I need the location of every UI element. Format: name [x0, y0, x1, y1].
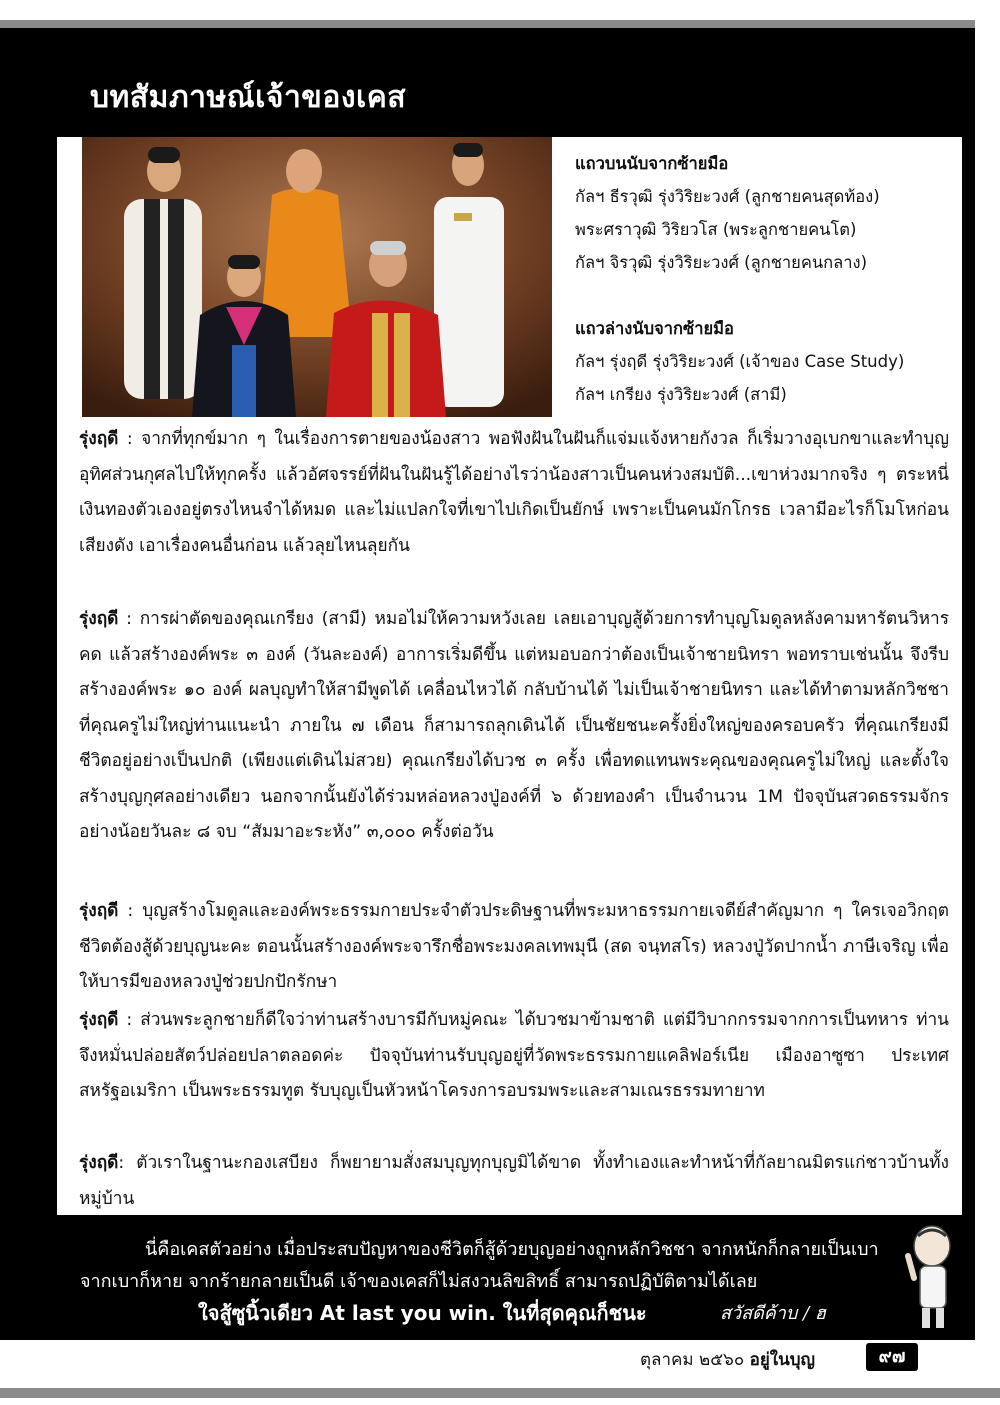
issue-date: ตุลาคม ๒๕๖๐: [640, 1350, 745, 1370]
interview-paragraph: [79, 1146, 949, 1217]
interview-paragraph: [79, 602, 949, 851]
page-number: ๙๗: [866, 1343, 918, 1371]
mascot-illustration: [900, 1222, 960, 1332]
top-margin: [0, 0, 1000, 20]
caption-line: กัลฯ ธีรวุฒิ รุ่งวิริยะวงศ์ (ลูกชายคนสุดท้อง): [575, 187, 880, 206]
family-photo: [82, 137, 552, 417]
magazine-name: อยู่ในบุญ: [749, 1350, 816, 1370]
article-body: [57, 137, 962, 1215]
interview-paragraph: [79, 894, 949, 1001]
paragraph-text: : การผ่าตัดของคุณเกรียง (สามี) หมอไม่ให้ความหวังเลย เลยเอาบุญสู้ด้วยการทำบุญโมดูลหลังคามหารัตนวิหารคด แล้วสร้างองค์พระ ๓ องค์ (วันละองค์) อาการเริ่มดีขึ้น แต่หมอบอกว่าต้องเป็นเจ้าชายนิทรา พอทราบเช่นนั้น จึงรีบสร้างองค์พระ ๑๐ องค์ ผลบุญทำให้สามีพูดได้ เคลื่อนไหวได้ กลับบ้านได้ ไม่เป็นเจ้าชายนิทรา และได้ทำตามหลักวิชชาที่คุณครูไม่ใหญ่ท่านแนะนำ ภายใน ๗ เดือน ก็สามารถลุกเดินได้ เป็นชัยชนะครั้งยิ่งใหญ่ของครอบครัว ที่คุณเกรียงมีชีวิตอยู่อย่างเป็นปกติ (เพียงแต่เดินไม่สวย) คุณเกรียงได้บวช ๓ ครั้ง เพื่อทดแทนพระคุณของคุณครูไม่ใหญ่ และตั้งใจสร้างบุญกุศลอย่างเดียว นอกจากนั้นยังได้ร่วมหล่อหลวงปู่องค์ที่ ๖ ด้วยทองคำ เป็นจำนวน 1M ปัจจุบันสวดธรรมจักรอย่างน้อยวันละ ๘ จบ “สัมมาอะระหัง” ๓,๐๐๐ ครั้งต่อวัน: [79, 609, 949, 842]
top-rule: [0, 20, 975, 28]
paragraph-text: : ตัวเราในฐานะกองเสบียง ก็พยายามสั่งสมบุญทุกบุญมิได้ขาด ทั้งทำเองและทำหน้าที่กัลยาณมิตรแก่ชาวบ้านทั้งหมู่บ้าน: [79, 1153, 949, 1209]
closing-line-1: นี่คือเคสตัวอย่าง เมื่อประสบปัญหาของชีวิตก็สู้ด้วยบุญอย่างถูกหลักวิชชา จากหนักก็กลายเป็นเบา: [145, 1239, 879, 1260]
caption-line: กัลฯ เกรียง รุ่งวิริยะวงศ์ (สามี): [575, 385, 787, 404]
paragraph-text: : บุญสร้างโมดูลและองค์พระธรรมกายประจำตัวประดิษฐานที่พระมหาธรรมกายเจดีย์สำคัญมาก ๆ ใครเจอวิกฤตชีวิตต้องสู้ด้วยบุญนะคะ ตอนนั้นสร้างองค์พระจารึกชื่อพระมงคลเทพมุนี (สด จนฺทสโร) หลวงปู่วัดปากน้ำ ภาษีเจริญ เพื่อให้บารมีของหลวงปู่ช่วยปกปักรักษา: [79, 901, 949, 992]
speaker-name: รุ่งฤดี: [79, 901, 119, 921]
caption-top-heading: แถวบนนับจากซ้ายมือ: [575, 154, 729, 173]
caption-line: กัลฯ รุ่งฤดี รุ่งวิริยะวงศ์ (เจ้าของ Case Study): [575, 352, 905, 371]
caption-line: พระศราวุฒิ วิริยวโส (พระลูกชายคนโต): [575, 220, 857, 239]
paragraph-text: : จากที่ทุกข์มาก ๆ ในเรื่องการตายของน้องสาว พอฟังฝันในฝันก็แจ่มแจ้งหายกังวล ก็เริ่มวางอุเบกขาและทำบุญอุทิศส่วนกุศลไปให้ทุกครั้ง แล้วอัศจรรย์ที่ฝันในฝันรู้ได้อย่างไรว่าน้องสาวเป็นคนห่วงสมบัติ...เขาห่วงมากจริง ๆ ตระหนี่ เงินทองตัวเองอยู่ตรงไหนจำได้หมด และไม่แปลกใจที่เขาไปเกิดเป็นยักษ์ เพราะเป็นคนมักโกรธ เวลามีอะไรก็โมโหก่อน เสียงดัง เอาเรื่องคนอื่นก่อน แล้วลุยไหนลุยกัน: [79, 429, 949, 556]
speaker-name: รุ่งฤดี: [79, 429, 119, 449]
caption-line: กัลฯ จิรวุฒิ รุ่งวิริยะวงศ์ (ลูกชายคนกลาง): [575, 253, 868, 272]
right-margin: [975, 28, 1000, 1340]
article-title: บทสัมภาษณ์เจ้าของเคส: [90, 80, 407, 115]
interview-paragraph: [79, 1003, 949, 1110]
caption-bottom-heading: แถวล่างนับจากซ้ายมือ: [575, 319, 734, 338]
signature: สวัสดีค้าบ / ฮ: [720, 1303, 826, 1324]
speaker-name: รุ่งฤดี: [79, 609, 119, 629]
bottom-rule: [0, 1388, 1000, 1398]
paragraph-text: : ส่วนพระลูกชายก็ดีใจว่าท่านสร้างบารมีกับหมู่คณะ ได้บวชมาข้ามชาติ แต่มีวิบากกรรมจากการเป็นทหาร ท่านจึงหมั่นปล่อยสัตว์ปล่อยปลาตลอดค่ะ ปัจจุบันท่านรับบุญอยู่ที่วัดพระธรรมกายแคลิฟอร์เนีย เมืองอาซูซา ประเทศสหรัฐอเมริกา เป็นพระธรรมทูต รับบุญเป็นหัวหน้าโครงการอบรมพระและสามเณรธรรมทายาท: [79, 1010, 949, 1101]
interview-paragraph: [79, 422, 949, 564]
closing-slogan: ใจสู้ซูนิ้วเดียว At last you win. ในที่สุดคุณก็ชนะ: [198, 1301, 647, 1325]
photo-caption: [575, 147, 955, 411]
closing-line-2: จากเบาก็หาย จากร้ายกลายเป็นดี เจ้าของเคสก็ไม่สงวนลิขสิทธิ์ สามารถปฏิบัติตามได้เลย: [80, 1271, 758, 1292]
running-footer: [640, 1346, 815, 1373]
speaker-name: รุ่งฤดี: [79, 1153, 119, 1173]
speaker-name: รุ่งฤดี: [79, 1010, 119, 1030]
